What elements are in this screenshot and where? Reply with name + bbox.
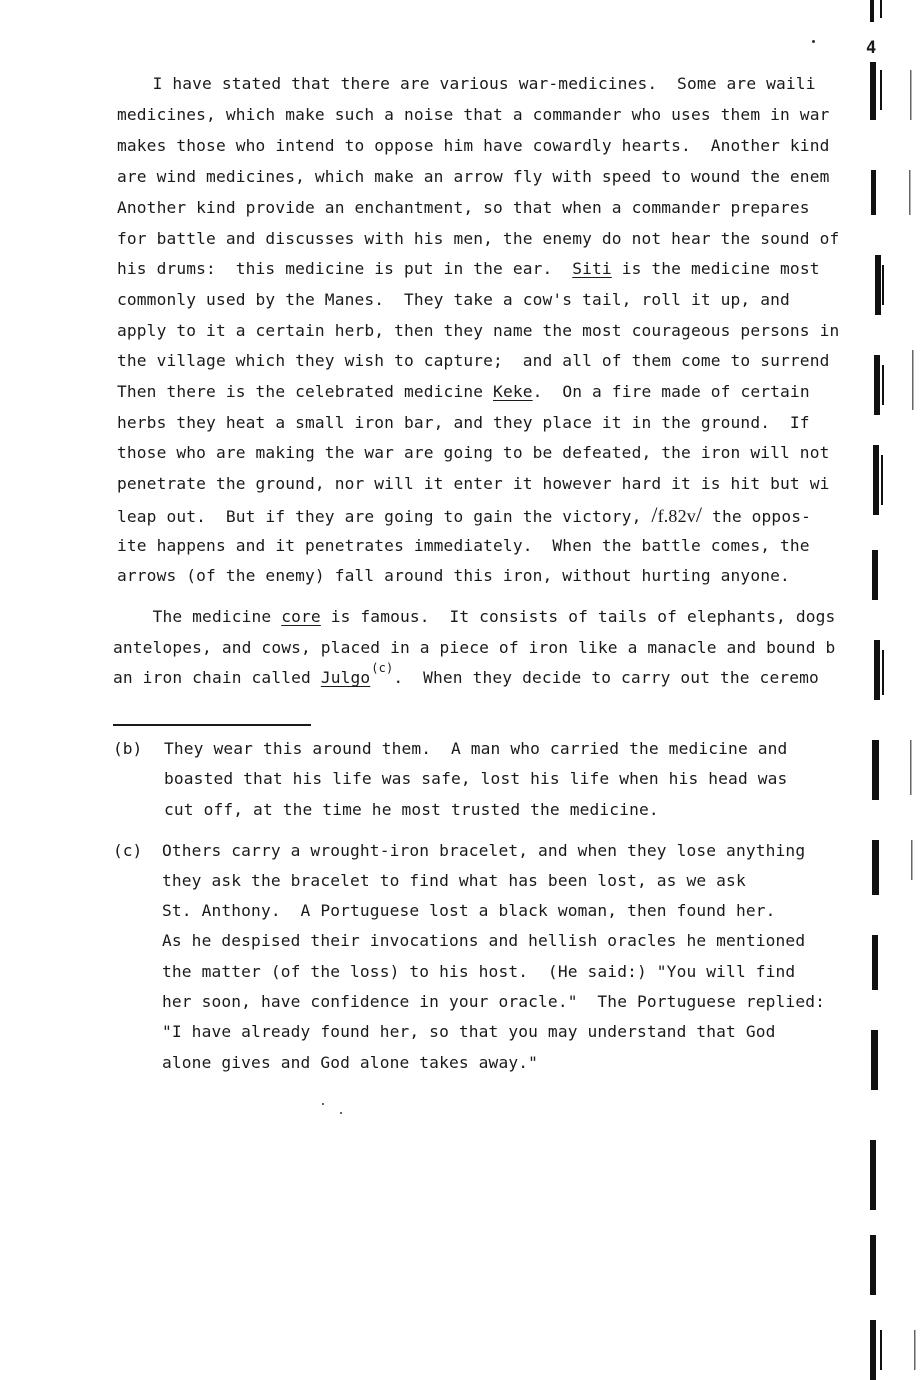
term-siti: Siti [572,259,612,278]
text-line: makes those who intend to oppose him have cowardly hearts. Another kind [117,136,830,155]
text-line: Another kind provide an enchantment, so that when a commander prepares [117,198,810,217]
text-line: St. Anthony. A Portuguese lost a black woman, then found her. [162,901,776,920]
folio-slash-open: / [651,502,658,527]
text-span: leap out. But if they are going to gain the victory, [117,507,652,526]
text-line: penetrate the ground, nor will it enter it however hard it is hit but wi [117,474,830,493]
text-span: is the medicine most [611,259,820,278]
text-line: are wind medicines, which make an arrow fly with speed to wound the enem [117,167,830,186]
text-span: . On a fire made of certain [532,382,810,401]
text-line [117,504,811,528]
text-span: Then there is the celebrated medicine [117,382,494,401]
text-line: ite happens and it penetrates immediately. When the battle comes, the [117,536,810,555]
text-line: those who are making the war are going to be defeated, the iron will not [117,443,830,462]
text-line: they ask the bracelet to find what has been lost, as we ask [162,871,746,890]
folio-slash-close: / [695,502,703,527]
binding-edge-artifact [862,0,922,1380]
text-line: alone gives and God alone takes away." [162,1053,539,1072]
text-span: his drums: this medicine is put in the ear. [117,259,573,278]
text-line: the village which they wish to capture; and all of them come to surrend [117,351,830,370]
text-span: an iron chain called [113,668,321,687]
text-line [113,661,819,690]
text-line: arrows (of the enemy) fall around this iron, without hurting anyone. [117,566,790,585]
text-line: commonly used by the Manes. They take a cow's tail, roll it up, and [117,290,790,309]
text-line: the matter (of the loss) to his host. (He said:) "You will find [162,962,796,981]
text-line: apply to it a certain herb, then they name the most courageous persons in [117,321,840,340]
text-line: I have stated that there are various war-medicines. Some are waili [113,74,816,93]
footnote-label: (b) [113,739,143,758]
text-span: The medicine [113,607,282,626]
term-keke: Keke [493,382,533,401]
text-line: As he despised their invocations and hellish oracles he mentioned [162,931,806,950]
folio-reference: f.82v [657,506,696,526]
scan-speck [340,1112,342,1114]
text-line: cut off, at the time he most trusted the medicine. [164,800,659,819]
text-line [117,258,820,280]
term-julgo: Julgo [320,668,371,687]
scan-speck [812,40,815,43]
term-core: core [281,607,321,626]
footnote-marker-c: (c) [371,661,394,675]
text-line: They wear this around them. A man who carried the medicine and [164,739,788,758]
text-line: medicines, which make such a noise that a commander who uses them in war [117,105,830,124]
text-line: for battle and discusses with his men, the enemy do not hear the sound of [117,229,840,248]
text-line: herbs they heat a small iron bar, and they place it in the ground. If [117,413,810,432]
text-span: the oppos- [702,507,812,526]
footnote-divider [113,724,311,726]
footnote-label: (c) [113,841,143,860]
text-line [117,381,810,403]
text-line: Others carry a wrought-iron bracelet, and when they lose anything [162,841,806,860]
text-span: . When they decide to carry out the ceremo [393,668,819,687]
text-line: boasted that his life was safe, lost his life when his head was [164,769,788,788]
text-line: her soon, have confidence in your oracle." The Portuguese replied: [162,992,826,1011]
scan-speck [322,1103,324,1105]
text-line [113,606,835,628]
text-line: "I have already found her, so that you may understand that God [162,1022,776,1041]
text-line: antelopes, and cows, placed in a piece of iron like a manacle and bound b [113,638,836,657]
page-number: 4 [866,38,877,58]
text-span: is famous. It consists of tails of elephants, dogs [320,607,836,626]
